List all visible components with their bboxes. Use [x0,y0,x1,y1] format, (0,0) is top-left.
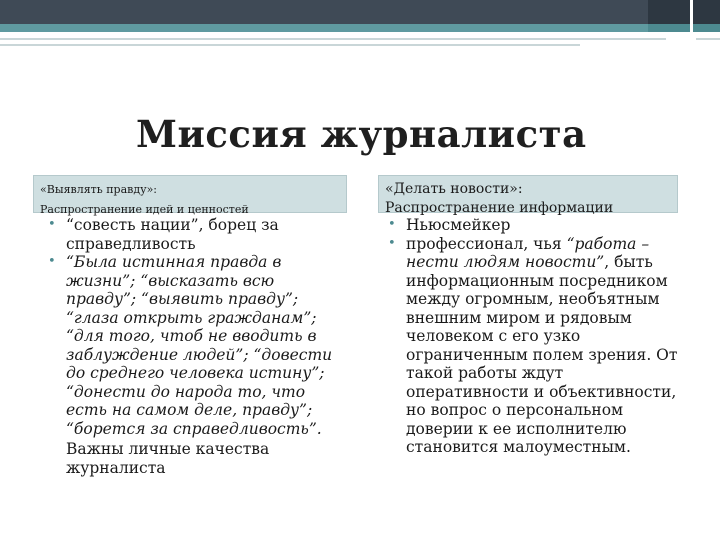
divider-line [0,44,580,46]
list-item-text-start: профессионал, чья [406,234,567,253]
left-header-line2: Распространение идей и ценностей [40,203,249,216]
list-item [386,235,681,457]
list-item-text: “совесть нации”, борец за справедливость [66,216,279,253]
right-column-list [386,216,681,457]
top-decoration-bar [0,0,720,46]
stripe-gap [690,0,693,46]
top-teal-stripe [0,24,648,32]
left-column-header [33,175,347,216]
bullet-icon: • [388,235,396,251]
bullet-icon: • [388,217,396,232]
left-header-line1: «Выявлять правду»: [40,183,158,196]
bullet-icon: • [48,217,56,232]
divider-line [0,38,666,40]
left-column-list [46,216,346,477]
list-item-text: Ньюсмейкер [406,216,511,234]
list-item-text-end: , быть информационным посредником между огромным, необъятным внешним миром и рядовым человеком с его узко ограниченным полем зрения. От такой работы ждут оперативности и объективности, но вопрос о персональном доверии к ее исполнителю становится малоуместным. [406,253,678,456]
list-item [46,253,346,438]
list-item-quote: “работа – нести людям новости” [406,234,650,271]
right-header-line1: «Делать новости»: [385,181,523,197]
right-column-header [378,175,678,216]
top-dark-stripe-right [648,0,720,24]
top-dark-stripe [0,0,648,24]
list-item-text: “Была истинная правда в жизни”; “высказать всю правду”; “выявить правду”; “глаза открыть гражданам”; “для того, чтоб не вводить в заблуждение людей”; “довести до среднего человека истину”; “донести до народа то, что есть на самом деле, правду”; “борется за справедливость”. [66,253,333,438]
right-header-line2: Распространение информации [385,200,614,216]
top-teal-stripe-right [648,24,720,32]
list-item [46,216,346,253]
divider-line [696,38,720,40]
slide-title: Миссия журналиста [136,112,587,156]
bullet-icon: • [48,254,56,269]
note-text: Важны личные качества журналиста [66,440,270,477]
list-item [386,216,681,235]
